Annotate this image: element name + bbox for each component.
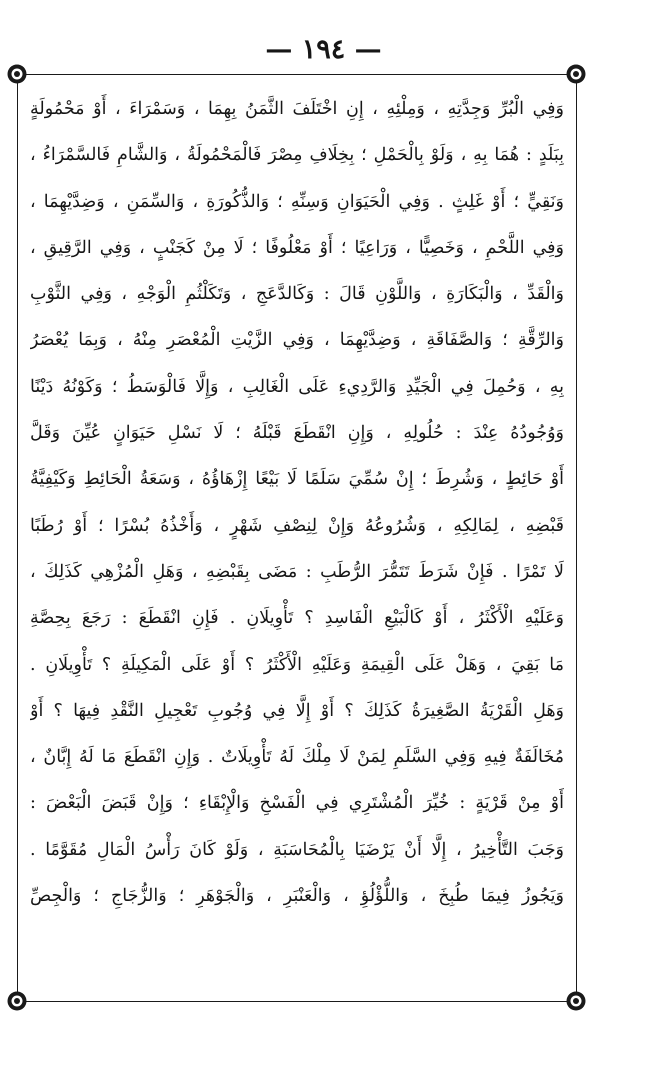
rosette-ornament-icon: [6, 990, 28, 1012]
frame-top-rule: [18, 74, 576, 75]
text-line: وَهَلِ الْقَرْيَةُ الصَّغِيرَةُ كَذَلِكَ ؟ أَوْ إِلَّا فِي وُجُوبِ تَعْجِيلِ النَّقْدِ فِيهَا ؟ أَوْ: [30, 700, 564, 721]
text-line: وَوُجُودُهُ عِنْدَ : حُلُولِهِ ، وَإِنِ انْقَطَعَ قَبْلَهُ ؛ لَا نَسْلِ حَيَوَانٍ عُيِّنَ وَقَلَّ: [30, 423, 564, 444]
text-line: وَنَقِيٍّ ؛ أَوْ غَلِثٍ . وَفِي الْحَيَوَانِ وَسِنِّهِ ؛ وَالذُّكُورَةِ ، وَالسِّمَنِ ، وَضِدَّيْهِمَا ،: [30, 191, 564, 212]
rosette-ornament-icon: [6, 63, 28, 85]
text-line: قَبْضِهِ ، لِمَالِكِهِ ، وَشُرُوعُهُ وَإِنْ لِنِصْفِ شَهْرٍ ، وَأَخْذُهُ بُسْرًا ؛ أَوْ رُطَبًا: [30, 515, 564, 536]
rosette-ornament-icon: [565, 63, 587, 85]
text-line: وَجَبَ التَّأْخِيرُ ، إِلَّا أَنْ يَرْضَيَا بِالْمُحَاسَبَةِ ، وَلَوْ كَانَ رَأْسُ الْمَالِ مُقَوَّمًا .: [30, 839, 564, 860]
frame-bottom-rule: [18, 1001, 576, 1002]
text-line: بِبَلَدٍ : هُمَا بِهِ ، وَلَوْ بِالْحَمْلِ ؛ بِخِلَافِ مِصْرَ فَالْمَحْمُولَةُ ، وَالشَّامِ فَالسَّمْرَاءُ ،: [30, 145, 564, 166]
text-line: أَوْ حَائِطٍ ، وَشُرِطَ ؛ إِنْ سُمِّيَ سَلَمًا لَا بَيْعًا إِزْهَاؤُهُ ، وَسَعَةُ الْحَائِطِ وَكَيْفِيَّةُ: [30, 469, 564, 490]
text-line: مُخَالَفَةٌ فِيهِ وَفِي السَّلَمِ لِمَنْ لَا مِلْكَ لَهُ تَأْوِيلَاتٌ . وَإِنِ انْقَطَعَ مَا لَهُ إِبَّانٌ ،: [30, 747, 564, 768]
text-line: بِهِ ، وَحُمِلَ فِي الْجَيِّدِ وَالرَّدِيءِ عَلَى الْغَالِبِ ، وَإِلَّا فَالْوَسَطُ ؛ وَكَوْنُهُ دَيْنًا: [30, 376, 564, 397]
page-number: — ١٩٤ —: [265, 34, 382, 65]
text-line: وَيَجُوزُ فِيمَا طُبِخَ ، وَاللُّؤْلُؤِ ، وَالْعَنْبَرِ ، وَالْجَوْهَرِ ؛ وَالزُّجَاجِ ؛ وَالْجِصِّ: [30, 886, 564, 907]
rosette-ornament-icon: [565, 990, 587, 1012]
text-body: [30, 86, 564, 919]
text-line: وَالرِّقَّةِ ؛ وَالصَّفَاقَةِ ، وَضِدَّيْهِمَا ، وَفِي الزَّيْتِ الْمُعْصَرِ مِنْهُ ، وَبِمَا يُعْصَرُ: [30, 330, 564, 351]
text-line: مَا بَقِيَ ، وَهَلْ عَلَى الْقِيمَةِ وَعَلَيْهِ الْأَكْثَرُ ؟ أَوْ عَلَى الْمَكِيلَةِ ؟ تَأْوِيلَانِ .: [30, 654, 564, 675]
text-line: وَعَلَيْهِ الْأَكْثَرُ ، أَوْ كَالْبَيْعِ الْفَاسِدِ ؟ تَأْوِيلَانِ . فَإِنِ انْقَطَعَ : رَجَعَ بِحِصَّةِ: [30, 608, 564, 629]
text-line: وَالْقَدِّ ، وَالْبَكَارَةِ ، وَاللَّوْنِ قَالَ : وَكَالدَّعَجِ ، وَتَكَلْثُمِ الْوَجْهِ ، وَفِي الثَّوْبِ: [30, 284, 564, 305]
frame-left-rule: [17, 74, 18, 1001]
text-line: لَا تَمْرًا . فَإِنْ شَرَطَ تَتَمُّرَ الرُّطَبِ : مَضَى بِقَبْضِهِ ، وَهَلِ الْمُزْهِي كَذَلِكَ ،: [30, 561, 564, 582]
text-line: وَفِي الْبُرِّ وَجِدَّتِهِ ، وَمِلْئِهِ ، إِنِ اخْتَلَفَ الثَّمَنُ بِهِمَا ، وَسَمْرَاءَ ، أَوْ مَحْمُولَةٍ: [30, 99, 564, 119]
frame-right-rule: [576, 74, 577, 1001]
text-line: وَفِي اللَّحْمِ ، وَخَصِيًّا ، وَرَاعِيًا ؛ أَوْ مَعْلُوفًا ؛ لَا مِنْ كَجَنْبٍ ، وَفِي الرَّقِيقِ ،: [30, 237, 564, 258]
text-line: أَوْ مِنْ قَرْيَةٍ : خُيِّرَ الْمُشْتَرِي فِي الْفَسْخِ وَالْإِبْقَاءِ ؛ وَإِنْ قَبَضَ الْبَعْضَ :: [30, 793, 564, 814]
